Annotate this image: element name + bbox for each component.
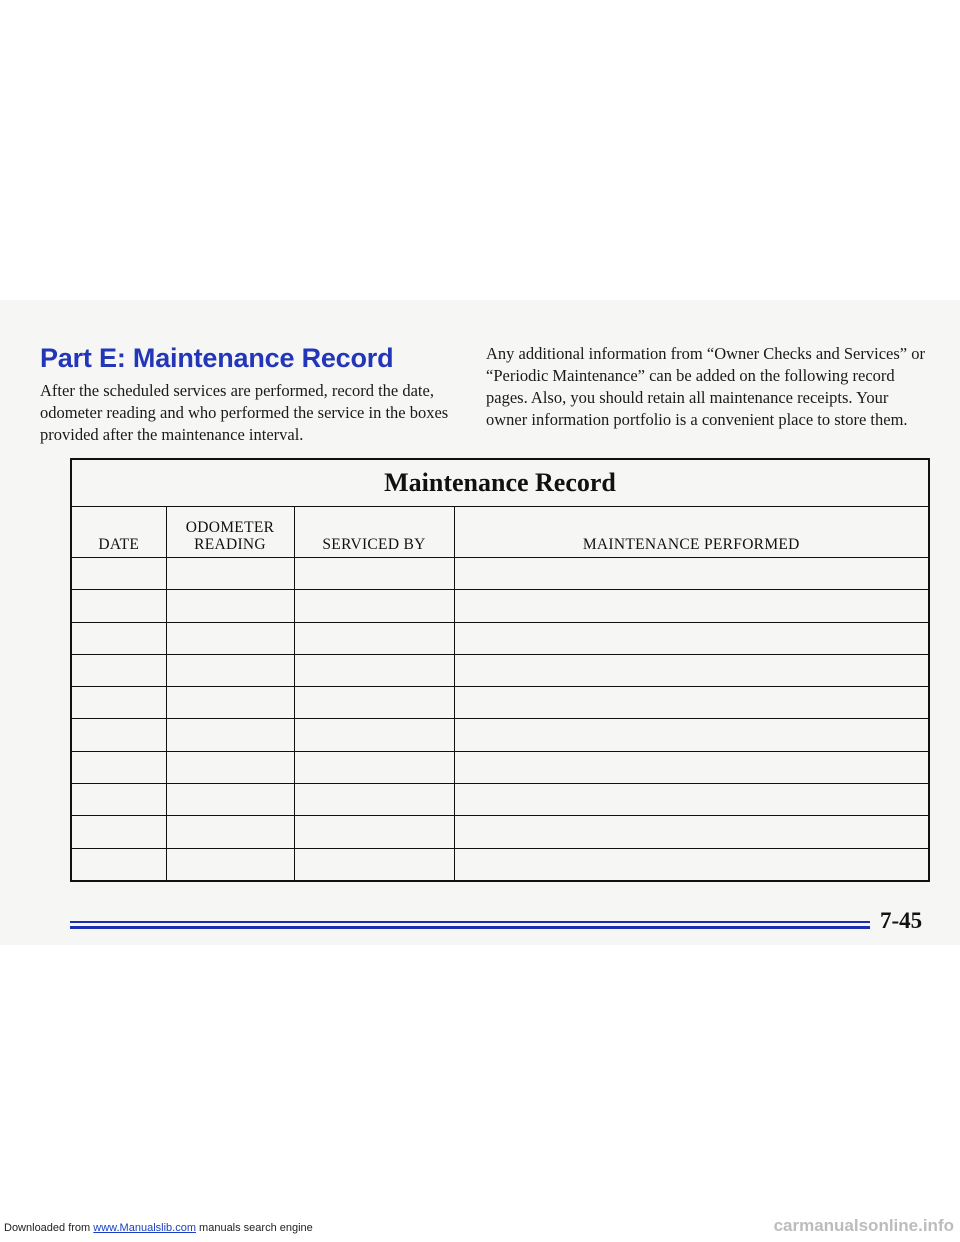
maintenance-cell[interactable] [454,558,929,590]
serviced-by-cell[interactable] [294,719,454,751]
intro-paragraph-right: Any additional information from “Owner Checks and Services” or “Periodic Maintenance” can be added on the following record pages. Also, you should retain all maintenance receipts. Your owner information portfolio is a convenient place to store them. [486,344,925,429]
serviced-by-cell[interactable] [294,848,454,881]
odometer-header-line-1: ODOMETER [185,519,275,536]
date-cell[interactable] [71,622,166,654]
maintenance-cell[interactable] [454,719,929,751]
column-header-maintenance-performed: MAINTENANCE PERFORMED [454,507,929,558]
download-credit-prefix: Downloaded from [4,1222,91,1234]
page-number: 7-45 [880,908,923,933]
section-heading: Part E: Maintenance Record [40,343,394,373]
odometer-cell[interactable] [166,816,294,848]
date-cell[interactable] [71,654,166,686]
maintenance-cell[interactable] [454,848,929,881]
table-row [71,654,929,686]
serviced-by-cell[interactable] [294,622,454,654]
serviced-by-cell[interactable] [294,558,454,590]
date-cell[interactable] [71,558,166,590]
odometer-cell[interactable] [166,751,294,783]
odometer-header-line-2: READING [194,536,266,553]
maintenance-cell[interactable] [454,751,929,783]
maintenance-cell[interactable] [454,784,929,816]
serviced-by-cell[interactable] [294,784,454,816]
odometer-cell[interactable] [166,558,294,590]
odometer-cell[interactable] [166,622,294,654]
serviced-by-cell[interactable] [294,654,454,686]
maintenance-record-table [70,458,930,882]
table-row [71,687,929,719]
table-caption: Maintenance Record [71,459,929,507]
manualslib-link[interactable]: www.Manualslib.com [93,1222,196,1234]
date-cell[interactable] [71,751,166,783]
table-row [71,622,929,654]
odometer-cell[interactable] [166,848,294,881]
watermark: carmanualsonline.info [773,1216,954,1235]
download-credit [4,1222,313,1234]
table-row [71,751,929,783]
maintenance-cell[interactable] [454,816,929,848]
table-row [71,590,929,622]
maintenance-cell[interactable] [454,654,929,686]
record-rows [71,558,929,882]
table-row [71,558,929,590]
column-header-odometer-reading [166,507,294,558]
date-cell[interactable] [71,719,166,751]
serviced-by-cell[interactable] [294,751,454,783]
column-header-date: DATE [71,507,166,558]
table-row [71,784,929,816]
date-cell[interactable] [71,590,166,622]
table-row [71,816,929,848]
odometer-cell[interactable] [166,719,294,751]
maintenance-cell[interactable] [454,622,929,654]
date-cell[interactable] [71,816,166,848]
download-credit-suffix: manuals search engine [199,1222,313,1234]
table-row [71,848,929,881]
date-cell[interactable] [71,784,166,816]
serviced-by-cell[interactable] [294,590,454,622]
odometer-cell[interactable] [166,590,294,622]
date-cell[interactable] [71,848,166,881]
odometer-cell[interactable] [166,654,294,686]
serviced-by-cell[interactable] [294,687,454,719]
maintenance-cell[interactable] [454,687,929,719]
serviced-by-cell[interactable] [294,816,454,848]
odometer-cell[interactable] [166,687,294,719]
footer-rule-thick [70,926,870,929]
maintenance-cell[interactable] [454,590,929,622]
date-cell[interactable] [71,687,166,719]
intro-paragraph-left: After the scheduled services are performed, record the date, odometer reading and who performed the service in the boxes provided after the maintenance interval. [40,381,449,444]
odometer-cell[interactable] [166,784,294,816]
column-header-serviced-by: SERVICED BY [294,507,454,558]
footer-rule-thin [70,921,870,923]
table-row [71,719,929,751]
